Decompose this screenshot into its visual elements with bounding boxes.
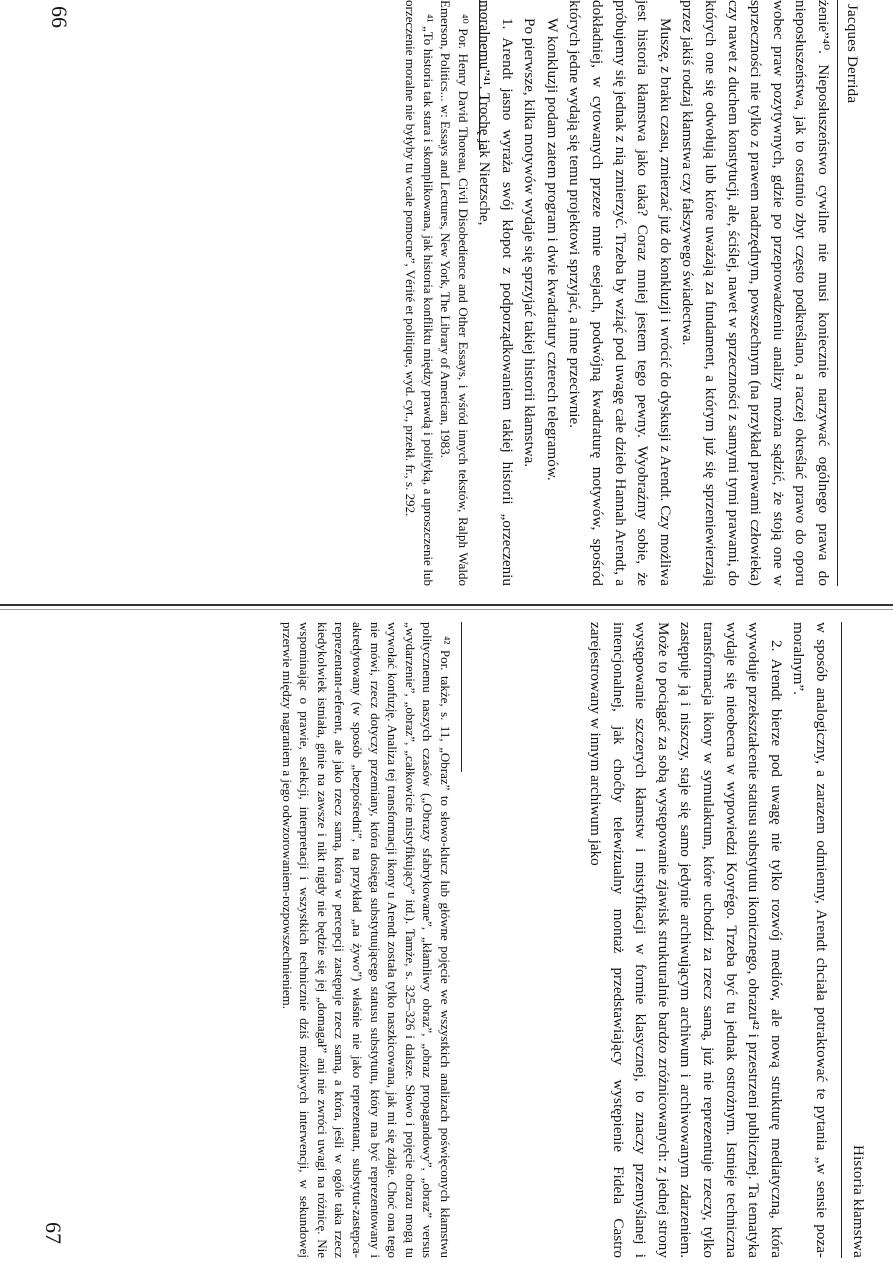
paragraph-5: 1. Arendt jasno wyraża swój kłopot z podporządkowaniem takiej historii „orzeczeniu moralnemu”⁴¹. Trochę jak Nietzsche,: [476, 0, 516, 586]
footnote-rule-right: [461, 622, 462, 772]
gutter-line: [0, 604, 893, 606]
page-66: [20, 0, 872, 590]
page-number-right: 67: [41, 1222, 66, 1244]
body-text-right: [466, 622, 832, 1258]
running-head-right: Historia kłamstwa: [850, 1145, 866, 1258]
paragraph-1: w sposób analogiczny, a zarazem odmienny, Arendt chciała potraktować te pytania „w sensie poza-moralnym”.: [790, 622, 830, 1258]
page-number-left: 66: [47, 6, 72, 28]
header-rule-right: [841, 622, 842, 1258]
header-rule-left: [837, 0, 838, 586]
footnotes-right: [124, 622, 454, 1258]
gutter-shadow: [0, 609, 893, 610]
paragraph-4: Po pierwsze, kilka motywów wydaje się sprzyjać takiej historii kłamstwa.: [521, 18, 539, 468]
footnote-rule-left: [479, 0, 480, 150]
footnote-41: ⁴¹ „To historia tak stara i skomplikowana, jak historia konfliktu między prawdą i polityką, a uproszczenie lub orzeczenie moralne nie byłyby tu wcale pomocne”, Vérité et politique, wyd. cyt., przekł. fr., s. 292.: [403, 0, 436, 586]
running-head-left: Jacques Derrida: [844, 4, 860, 104]
footnote-42: ⁴² Por. także, s. 11, „Obraz” to słowo-klucz lub główne pojęcie we wszystkich analizach poświęconych kłamstwu politycznemu naszych czasów („Obrazy sfabrykowane”, „kłamliwy obraz”, „obraz propagandowy”, „obraz” versus „wydarzenie”, „obraz”, „całkowicie mistyfikujący” itd.). Tamże, s. 325–326 i dalsze. Słowo i pojęcie obrazu mogą tu wywołać konfuzję. Analiza tej transformacji ikony u Arendt została tylko naszkicowana, jak mi się zdaje. Choć ona tego nie mówi, rzecz dotyczy przemiany, która dosięga substytuującego statusu substytutu, który ma być reprezentowany i akredytowany (w sposób „bezpośredni”, na przykład „na żywo”) właśnie nie jako reprezentant, substytut-zastępca-reprezentant-referent, ale jako rzecz samą, która w percepcji zastępuje rzecz samą, a która, jeśli w ogóle taka rzecz kiedykolwiek istniała, ginie na zawsze i nikt nigdy nie będzie się jej „domagał” ani nie zwróci uwagi na różnicę. Nie wspominając o prawie, selekcji, interpretacji i wszystkich technicznie dziś możliwych interwencji, w sekundowej przerwie między nagraniem a jego odwzorowaniem-rozpowszechnieniem.: [279, 622, 453, 1258]
paragraph-2: Muszę, z braku czasu, zmierzać już do konkluzji i wrócić do dyskusji z Arendt. Czy możliwa jest historia kłamstwa jako taka? Coraz mniej jestem tego pewny. Wyobraźmy sobie, że próbujemy się jednak z nią zmierzyć. Trzeba by wziąć pod uwagę całe dzieło Hannah Arendt, a dokładniej, w cytowanych przeze mnie esejach, podwójną kwadraturę motywów, spośród których jedne wydają się temu projektowi sprzyjać, a inne przeciwnie.: [566, 0, 674, 586]
body-text-left: [476, 0, 834, 586]
paragraph-1: żenie”⁴⁰. Nieposłuszeństwo cywilne nie musi koniecznie narzywać ogólnego prawa do nieposłuszeństwa, jak to ostatnio zbyt często podkreślano, a raczej określać prawo do oporu wobec praw pozytywnych, gdzie po przeprowadzeniu analizy można sądzić, że stoją one w sprzeczności nie tylko z prawem nadrzędnym, powszechnym (na przykład prawami człowieka) czy nawet z duchem konstytucji, ale, ściślej, nawet w sprzeczności z samymi tymi prawami, do których one się odwołują lub które uważają za fundament, a którym już się sprzeniewierzają przez jakiś rodzaj kłamstwa czy fałszywego świadectwa.: [679, 0, 832, 586]
footnote-40: ⁴⁰ Por. Henry David Thoreau, Civil Disobedience and Other Essays, i wśród innych tekstów, Ralph Waldo Emerson, Politics... w: Essays and Lectures, New York, The Library of American, 1983.: [438, 0, 471, 586]
footnotes-left: [332, 0, 472, 586]
page-67: [20, 622, 872, 1262]
paragraph-2: 2. Arendt bierze pod uwagę nie tylko rozwój mediów, ale nową strukturę mediatyczną, która wywołuje przekształcenie statusu substytutu ikonicznego, obrazu⁴² i przestrzeni publicznej. Ta tematyka wydaje się nieobecna w wypowiedzi Koyrégo. Trzeba być tu jednak ostrożnym. Istnieje techniczna transformacja ikony w symulakrum, które uchodzi za rzecz samą, już nie reprezentuje rzeczy, tylko zastępuje ją i niszczy, staje się samo jedynie archiwującym archiwum i archiwowanym zdarzeniem. Może to pociągać za sobą występowanie zjawisk strukturalnie bardzo zróżnicowanych: z jednej strony występowanie szczerych kłamstw i mistyfikacji w formie klasycznej, to znaczy przemyślanej i intencjonalnej, jak choćby telewizualny montaż przedstawiający występienie Fidela Castro zarejestrowany w innym archiwum jako: [587, 622, 785, 1258]
paragraph-3: W konkluzji podam zatem program i dwie kwadratury czterech telegramów.: [543, 18, 561, 481]
